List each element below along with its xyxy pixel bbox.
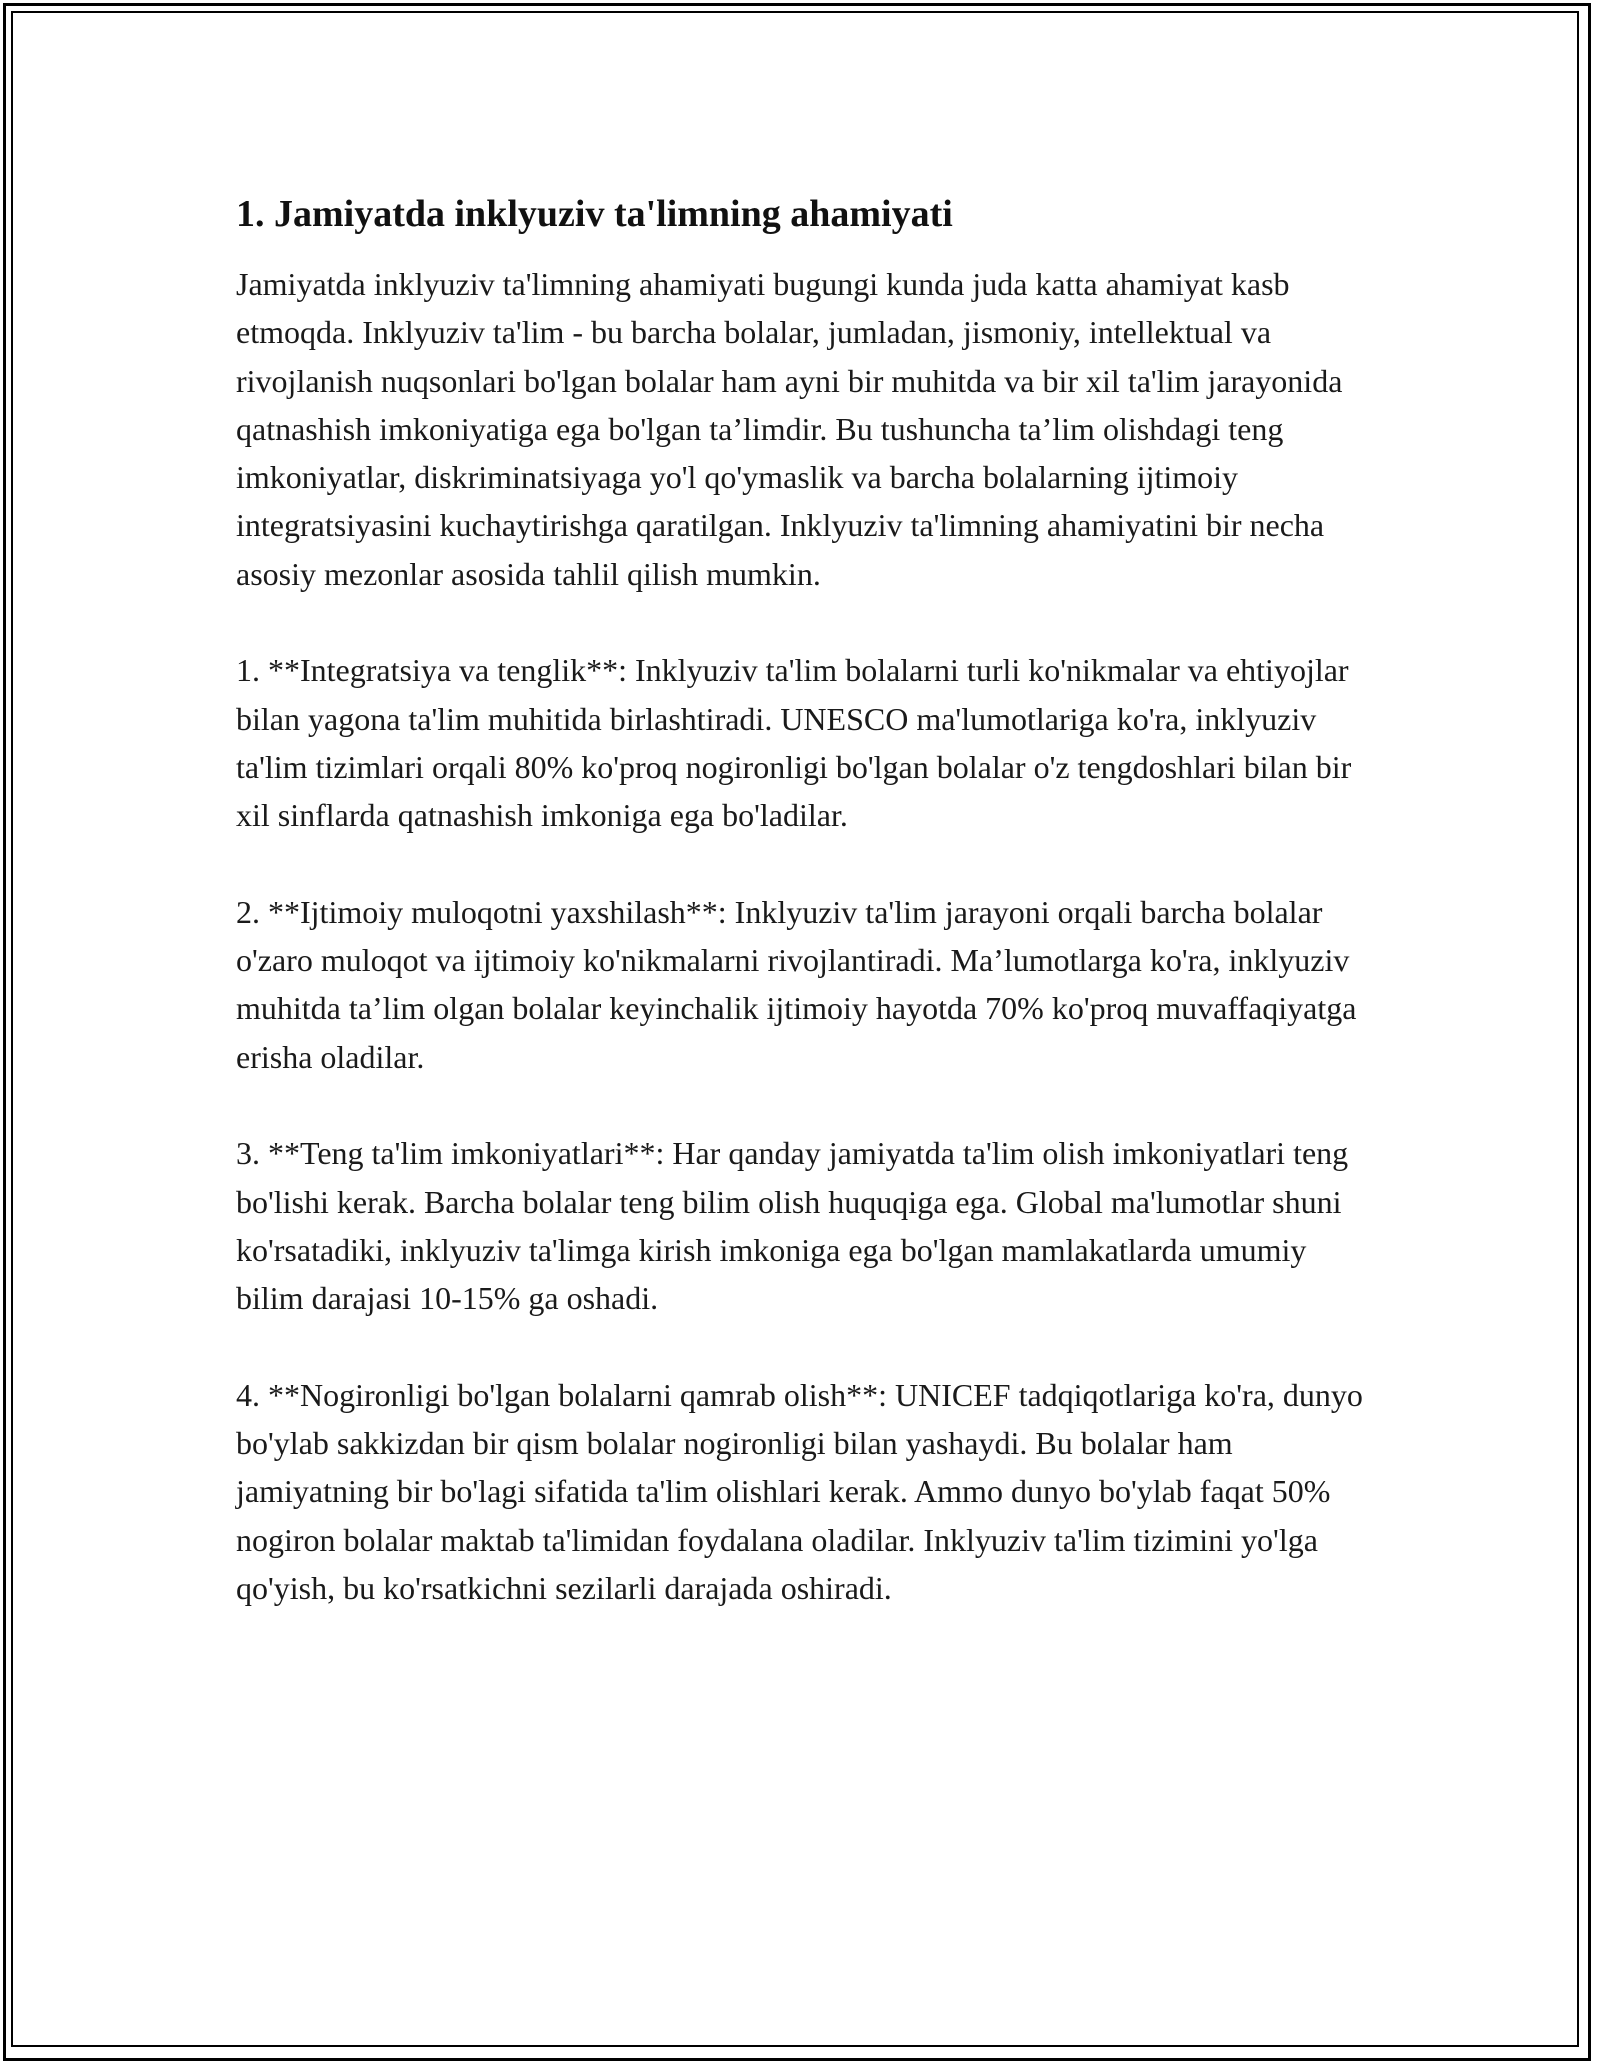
point-social-communication-paragraph: 2. **Ijtimoiy muloqotni yaxshilash**: Inklyuziv ta'lim jarayoni orqali barcha bolalar o'zaro muloqot va ijtimoiy ko'nikmalarni rivojlantiradi. Ma’lumotlarga ko'ra, inklyuziv muhitda ta’lim olgan bolalar keyinchalik ijtimoiy hayotda 70% ko'proq muvaffaqiyatga erisha oladilar. [236, 893, 1357, 1075]
point-disability-inclusion-paragraph: 4. **Nogironligi bo'lgan bolalarni qamrab olish**: UNICEF tadqiqotlariga ko'ra, dunyo bo'ylab sakkizdan bir qism bolalar nogironligi bilan yashaydi. Bu bolalar ham jamiyatning bir bo'lagi sifatida ta'lim olishlari kerak. Ammo dunyo bo'ylab faqat 50% nogiron bolalar maktab ta'limidan foydalana oladilar. Inklyuziv ta'lim tizimini yo'lga qo'yish, bu ko'rsatkichni sezilarli darajada oshiradi. [236, 1376, 1363, 1607]
point-integration-paragraph: 1. **Integratsiya va tenglik**: Inklyuziv ta'lim bolalarni turli ko'nikmalar va ehtiyojlar bilan yagona ta'lim muhitida birlashtiradi. UNESCO ma'lumotlariga ko'ra, inklyuziv ta'lim tizimlari orqali 80% ko'proq nogironligi bo'lgan bolalar o'z tengdoshlari bilan bir xil sinflarda qatnashish imkoniga ega bo'ladilar. [236, 652, 1352, 834]
intro-paragraph: Jamiyatda inklyuziv ta'limning ahamiyati bugungi kunda juda katta ahamiyat kasb etmoqda. Inklyuziv ta'lim - bu barcha bolalar, jumladan, jismoniy, intellektual va rivojlanish nuqsonlari bo'lgan bolalar ham ayni bir muhitda va bir xil ta'lim jarayonida qatnashish imkoniyatiga ega bo'lgan ta’limdir. Bu tushuncha ta’lim olishdagi teng imkoniyatlar, diskriminatsiyaga yo'l qo'ymaslik va barcha bolalarning ijtimoiy integratsiyasini kuchaytirishga qaratilgan. Inklyuziv ta'limning ahamiyatini bir necha asosiy mezonlar asosida tahlil qilish mumkin. [236, 266, 1343, 592]
document-title: 1. Jamiyatda inklyuziv ta'limning ahamiyati [236, 193, 953, 235]
point-equal-opportunities-paragraph: 3. **Teng ta'lim imkoniyatlari**: Har qanday jamiyatda ta'lim olish imkoniyatlari teng bo'lishi kerak. Barcha bolalar teng bilim olish huquqiga ega. Global ma'lumotlar shuni ko'rsatadiki, inklyuziv ta'limga kirish imkoniga ega bo'lgan mamlakatlarda umumiy bilim darajasi 10-15% ga oshadi. [236, 1135, 1349, 1317]
document-body [236, 186, 1376, 1612]
